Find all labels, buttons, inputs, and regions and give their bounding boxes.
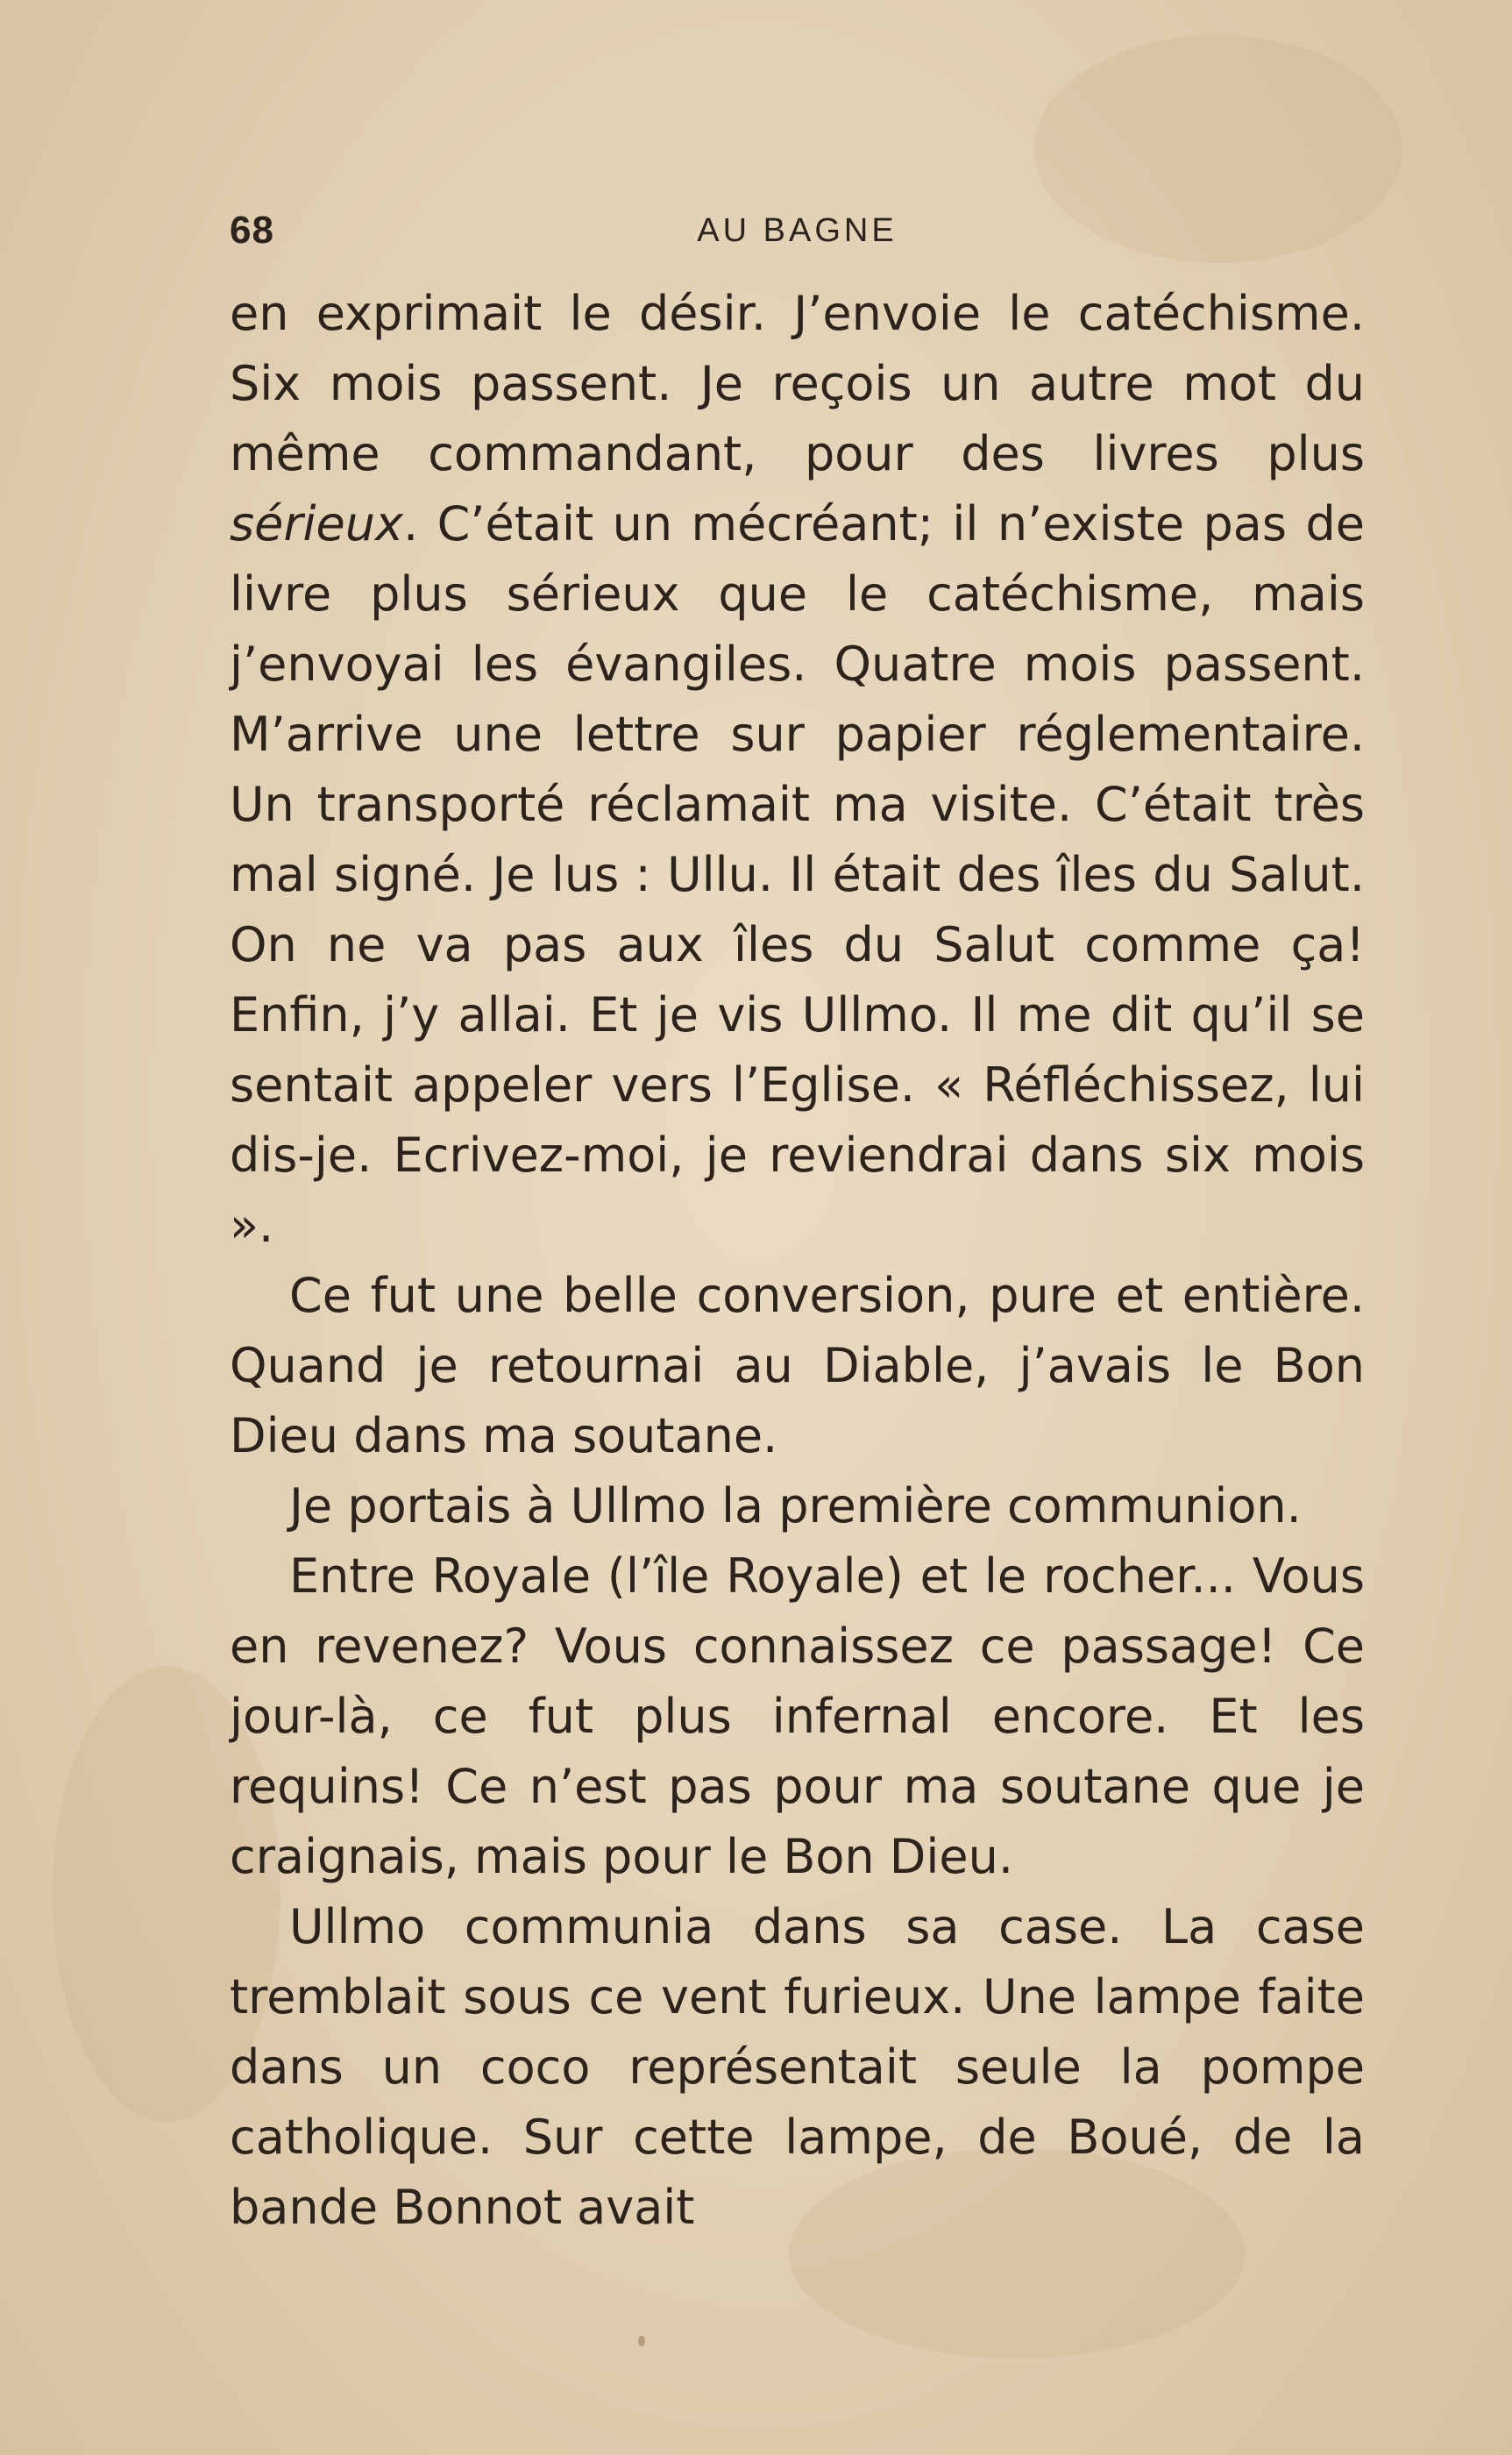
page-header [230,209,1365,270]
paper-speck [638,2336,645,2346]
paragraph-text: . C’était un mécréant; il n’existe pas de livre plus sérieux que le catéchisme, mais j’envoyai les évangiles. Quatre mois passent. M’arrive une lettre sur papier réglementaire. Un transporté réclamait ma visite. C’était très mal signé. Je lus : Ullu. Il était des îles du Salut. On ne va pas aux îles du Salut comme ça! Enfin, j’y allai. Et je vis Ullmo. Il me dit qu’il se sentait appeler vers l’Eglise. « Réfléchissez, lui dis-je. Ecrivez-moi, je reviendrai dans six mois ». [230,496,1365,1253]
running-title: AU BAGNE [697,212,898,249]
paragraph: Entre Royale (l’île Royale) et le rocher... Vous en revenez? Vous connaissez ce passage! Ce jour-là, ce fut plus infernal encore. Et les requins! Ce n’est pas pour ma soutane que je craignais, mais pour le Bon Dieu. [230,1548,1365,1884]
paragraph: Ullmo communia dans sa case. La case tremblait sous ce vent furieux. Une lampe faite dans un coco représentait seule la pompe catholique. Sur cette lampe, de Boué, de la bande Bonnot avait [230,1899,1365,2235]
paragraph-continued [230,279,1365,1261]
body-text [230,279,1365,2243]
page-number: 68 [230,209,274,252]
paragraph: Je portais à Ullmo la première communion. [289,1478,1302,1533]
italic-word: sérieux [230,496,403,551]
paragraph-text: en exprimait le désir. J’envoie le catéchisme. Six mois passent. Je reçois un autre mot du même commandant, pour des livres plus [230,286,1365,481]
paragraph: Ce fut une belle conversion, pure et entière. Quand je retournai au Diable, j’avais le Bon Dieu dans ma soutane. [230,1268,1365,1463]
